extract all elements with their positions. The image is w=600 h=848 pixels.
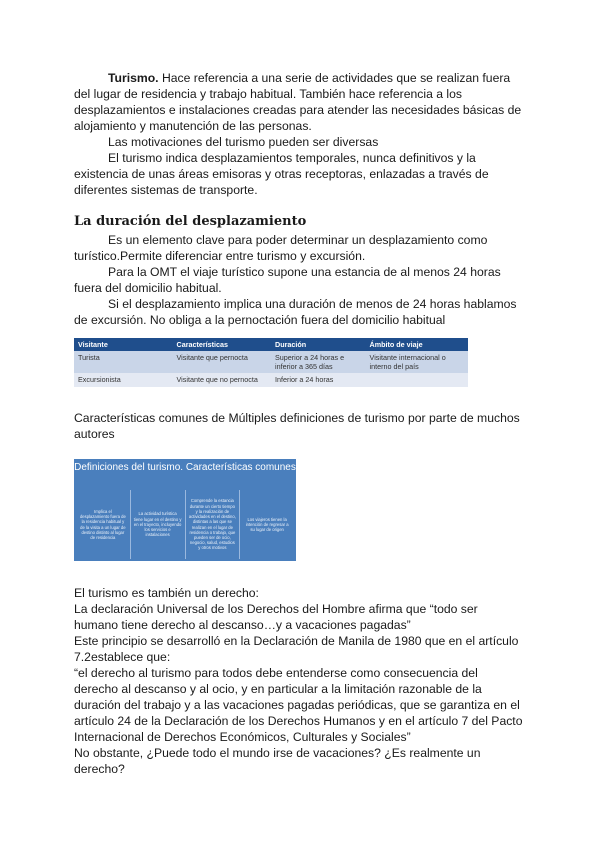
duration-paragraph-3: Si el desplazamiento implica una duración de menos de 24 horas hablamos de excursión. No obliga a la pernoctación fuera del domicilio habitual <box>74 297 517 327</box>
table-header: Características <box>173 338 272 351</box>
table-cell: Visitante internacional o interno del país <box>366 351 468 373</box>
table-row <box>74 351 468 373</box>
diagram-columns <box>76 490 294 559</box>
rights-paragraph-1: El turismo es también un derecho: <box>74 586 259 600</box>
table-header-row <box>74 338 468 351</box>
table-header: Visitante <box>74 338 173 351</box>
table-cell <box>366 373 468 387</box>
table-cell: Visitante que no pernocta <box>173 373 272 387</box>
table-cell: Superior a 24 horas e inferior a 365 días <box>271 351 366 373</box>
rights-paragraph-3: Este principio se desarrolló en la Declaración de Manila de 1980 que en el artículo 7.2establece que: <box>74 634 519 664</box>
duration-paragraph-2: Para la OMT el viaje turístico supone una estancia de al menos 24 horas fuera del domicilio habitual. <box>74 265 501 295</box>
intro-motivations: Las motivaciones del turismo pueden ser diversas <box>108 135 379 149</box>
diagram-column: Los viajeros tienen la intención de regresar a su lugar de origen <box>245 516 289 533</box>
diagram-title: Definiciones del turismo. Características comunes <box>74 462 296 473</box>
table-row <box>74 373 468 387</box>
table-cell: Visitante que pernocta <box>173 351 272 373</box>
diagram-caption: Características comunes de Múltiples definiciones de turismo por parte de muchos autores <box>74 411 520 441</box>
table-cell: Inferior a 24 horas <box>271 373 366 387</box>
diagram-column: Implica el desplazamiento fuera de la residencia habitual y de la visita a un lugar de destino distinto al lugar de residencia <box>76 490 131 559</box>
visitor-table <box>74 338 468 387</box>
intro-displacements: El turismo indica desplazamientos temporales, nunca definitivos y la existencia de unas áreas emisoras y otras receptoras, enlazadas a través de diferentes sistemas de transporte. <box>74 151 489 197</box>
term-turismo: Turismo. <box>108 71 159 85</box>
table-cell: Turista <box>74 351 173 373</box>
definitions-diagram <box>74 459 296 561</box>
table-cell: Excursionista <box>74 373 173 387</box>
rights-quote: “el derecho al turismo para todos debe entenderse como consecuencia del derecho al descanso y al ocio, y en particular a la limitación razonable de la duración del trabajo y a las vacaciones pagadas periódicas, que se garantiza en el artículo 24 de la Declaración de los Derechos Humanos y en el artículo 7 del Pacto Internacional de Derechos Económicos, Culturales y Sociales” <box>74 666 523 744</box>
diagram-column: Comprende la estancia durante un cierto tiempo y la realización de actividades en el destino, distintas a las que se realizan en el lugar de residencia o trabajo, que pueden ser de ocio, negocio, salud, estudios y otros motivos <box>186 490 241 559</box>
rights-paragraph-2: La declaración Universal de los Derechos del Hombre afirma que “todo ser humano tiene derecho al descanso…y a vacaciones pagadas” <box>74 602 478 632</box>
rights-question: No obstante, ¿Puede todo el mundo irse de vacaciones? ¿Es realmente un derecho? <box>74 746 481 776</box>
table-header: Duración <box>271 338 366 351</box>
section-heading-duration: La duración del desplazamiento <box>74 214 307 229</box>
intro-definition: Turismo. Hace referencia a una serie de actividades que se realizan fuera del lugar de residencia y trabajo habitual. También hace referencia a los desplazamientos e instalaciones creadas para atender las necesidades básicas de alojamiento y manutención de las personas. <box>74 71 522 133</box>
duration-paragraph-1: Es un elemento clave para poder determinar un desplazamiento como turístico.Permite diferenciar entre turismo y excursión. <box>74 233 488 263</box>
table-header: Ámbito de viaje <box>366 338 468 351</box>
diagram-column: La actividad turística tiene lugar en el destino y en el trayecto, incluyendo los servicios e instalaciones <box>131 490 186 559</box>
